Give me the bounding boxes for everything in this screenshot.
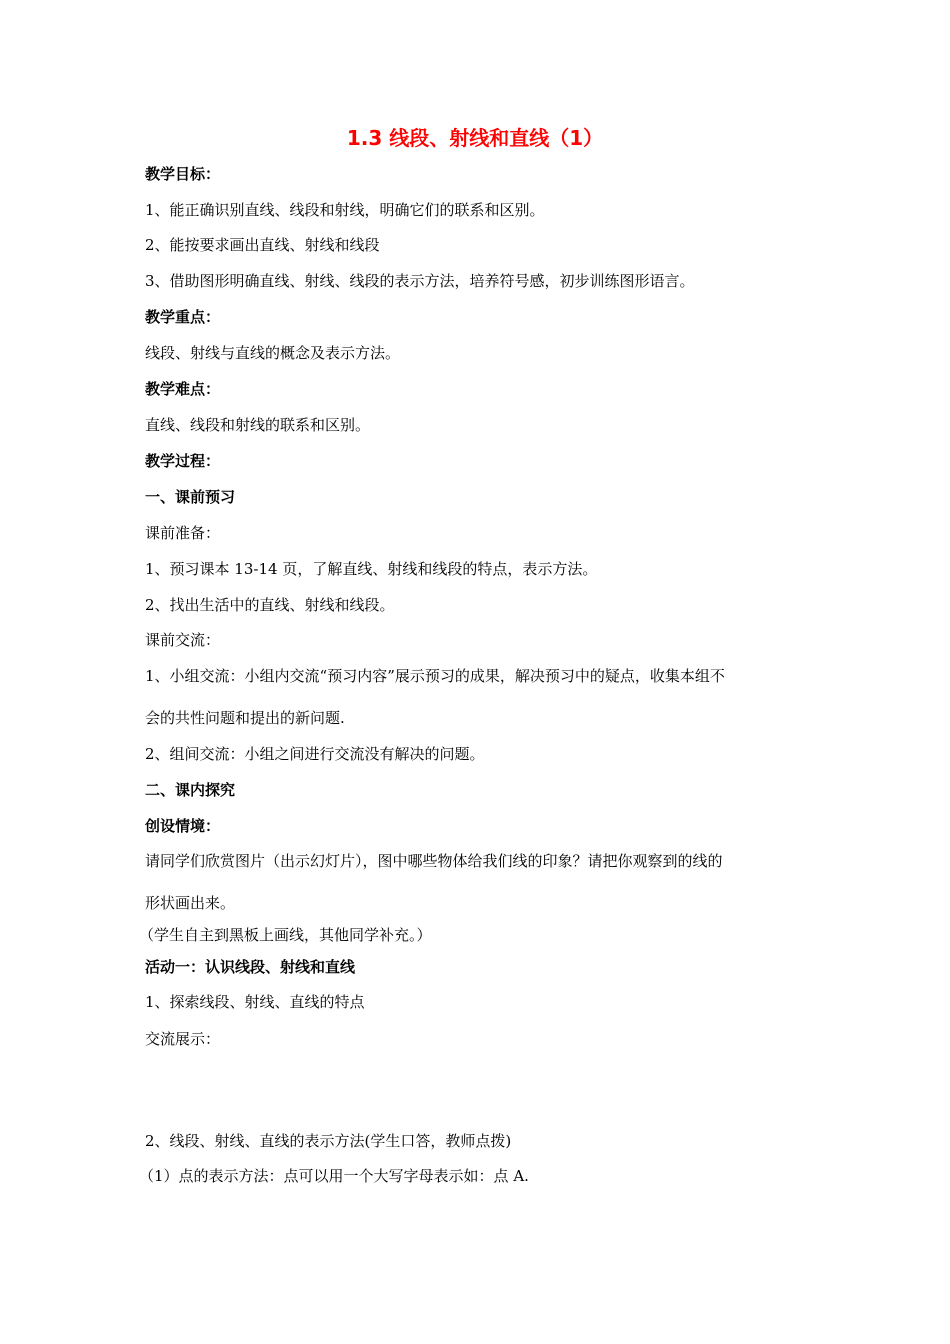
activity-1-display: 交流展示： (145, 1030, 221, 1048)
section-1-heading: 一、课前预习 (145, 488, 236, 506)
scenario-note: （学生自主到黑板上画线，其他同学补充。） (139, 926, 432, 944)
difficulties-heading: 教学难点： (145, 380, 221, 398)
objective-2: 2、能按要求画出直线、射线和线段 (145, 236, 380, 254)
scenario-line-2: 形状画出来。 (145, 894, 236, 912)
activity-1-item-2: 2、线段、射线、直线的表示方法(学生口答，教师点拨) (145, 1132, 512, 1150)
exchange-item-1-line-2: 会的共性问题和提出的新问题. (145, 709, 345, 727)
scenario-line-1: 请同学们欣赏图片（出示幻灯片），图中哪些物体给我们线的印象？请把你观察到的线的 (145, 852, 723, 870)
difficulties-text: 直线、线段和射线的联系和区别。 (145, 416, 371, 434)
exchange-label: 课前交流： (145, 631, 221, 649)
preparation-item-1: 1、预习课本 13-14 页，了解直线、射线和线段的特点，表示方法。 (145, 560, 598, 578)
preparation-label: 课前准备： (145, 524, 221, 542)
exchange-item-2: 2、组间交流：小组之间进行交流没有解决的问题。 (145, 745, 485, 763)
activity-1-heading: 活动一：认识线段、射线和直线 (145, 958, 356, 976)
document-title: 1.3 线段、射线和直线（1） (346, 126, 604, 150)
activity-1-item-2-sub-1: （1）点的表示方法：点可以用一个大写字母表示如：点 A. (139, 1167, 529, 1185)
preparation-item-2: 2、找出生活中的直线、射线和线段。 (145, 596, 395, 614)
section-2-heading: 二、课内探究 (145, 781, 236, 799)
objectives-heading: 教学目标： (145, 165, 221, 183)
activity-1-item-1: 1、探索线段、射线、直线的特点 (145, 993, 365, 1011)
objective-3: 3、借助图形明确直线、射线、线段的表示方法，培养符号感，初步训练图形语言。 (145, 272, 695, 290)
key-points-heading: 教学重点： (145, 308, 221, 326)
objective-1: 1、能正确识别直线、线段和射线，明确它们的联系和区别。 (145, 201, 545, 219)
process-heading: 教学过程： (145, 452, 221, 470)
scenario-heading: 创设情境： (145, 817, 221, 835)
exchange-item-1-line-1: 1、小组交流：小组内交流“预习内容”展示预习的成果，解决预习中的疑点，收集本组不 (145, 667, 725, 685)
key-points-text: 线段、射线与直线的概念及表示方法。 (145, 344, 401, 362)
